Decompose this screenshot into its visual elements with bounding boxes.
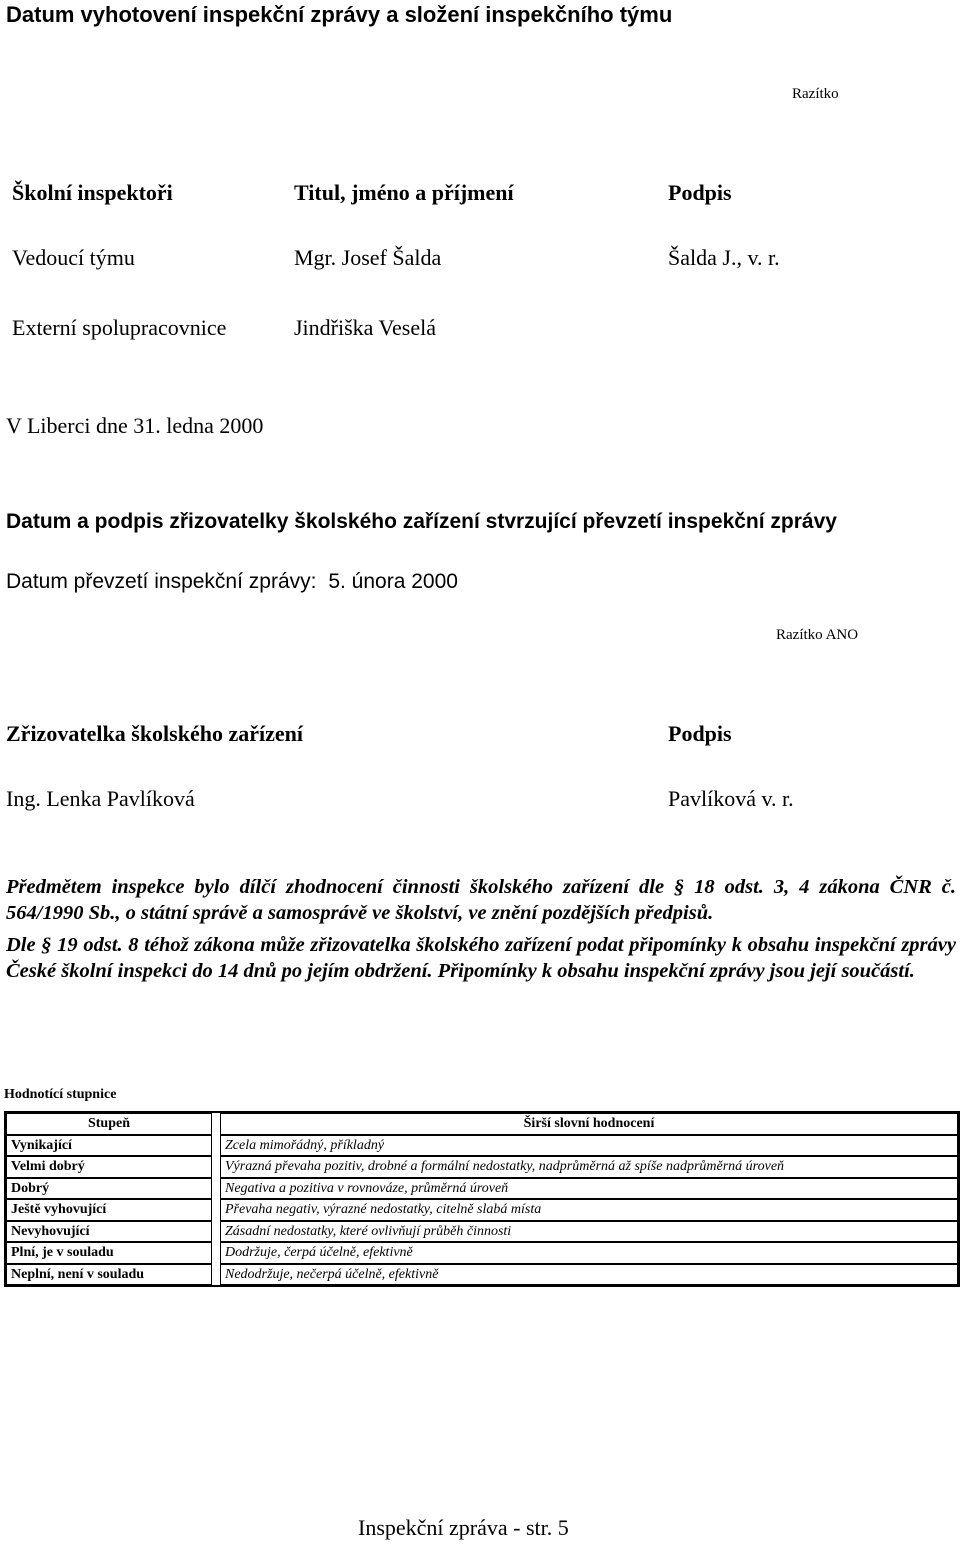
scale-col-grade: Stupeň (6, 1113, 212, 1135)
rating-scale-table (4, 1111, 960, 1287)
team-col-sign: Podpis (668, 180, 732, 205)
desc-cell: Výrazná převaha pozitiv, drobné a formální nedostatky, nadprůměrná až spíše nadprůměrná úroveň (220, 1156, 958, 1178)
team-row-name: Jindřiška Veselá (294, 315, 436, 340)
grade-cell: Ještě vyhovující (6, 1199, 212, 1221)
table-row (6, 1135, 958, 1157)
table-header-row (6, 1113, 958, 1135)
desc-cell: Převaha negativ, výrazné nedostatky, citelně slabá místa (220, 1199, 958, 1221)
founder-col-name: Zřizovatelka školského zařízení (6, 721, 303, 746)
desc-cell: Dodržuje, čerpá účelně, efektivně (220, 1242, 958, 1264)
grade-cell: Dobrý (6, 1178, 212, 1200)
scale-title: Hodnotící stupnice (4, 1087, 117, 1102)
notice-paragraph-1: Předmětem inspekce bylo dílčí zhodnocení činnosti školského zařízení dle § 18 odst. 3, 4 zákona ČNR č. 564/1990 Sb., o státní správě a samosprávě ve školství, ve znění pozdějších předpisů. (6, 876, 956, 924)
received-label (6, 570, 458, 594)
team-row-role: Externí spolupracovnice (12, 315, 227, 340)
grade-cell: Nevyhovující (6, 1221, 212, 1243)
table-row (6, 1242, 958, 1264)
grade-cell: Neplní, není v souladu (6, 1264, 212, 1286)
stamp-yes-label: Razítko ANO (776, 627, 859, 643)
section-title-founder: Datum a podpis zřizovatelky školského zařízení stvrzující převzetí inspekční zprávy (6, 510, 837, 533)
scale-col-desc: Širší slovní hodnocení (220, 1113, 958, 1135)
page-footer: Inspekční zpráva - str. 5 (358, 1515, 569, 1540)
received-label-text: Datum převzetí inspekční zprávy: (6, 570, 317, 593)
desc-cell: Zásadní nedostatky, které ovlivňují průběh činnosti (220, 1221, 958, 1243)
notice-block (6, 874, 956, 984)
team-row-name: Mgr. Josef Šalda (294, 245, 442, 270)
team-row-role: Vedoucí týmu (12, 245, 135, 270)
desc-cell: Negativa a pozitiva v rovnováze, průměrná úroveň (220, 1178, 958, 1200)
founder-name: Ing. Lenka Pavlíková (6, 786, 195, 811)
desc-cell: Nedodržuje, nečerpá účelně, efektivně (220, 1264, 958, 1286)
grade-cell: Plní, je v souladu (6, 1242, 212, 1264)
stamp-label: Razítko (792, 86, 839, 102)
team-col-name: Titul, jméno a příjmení (294, 180, 514, 205)
table-row (6, 1156, 958, 1178)
table-row (6, 1178, 958, 1200)
founder-col-sign: Podpis (668, 721, 732, 746)
place-date: V Liberci dne 31. ledna 2000 (6, 413, 264, 438)
table-row (6, 1199, 958, 1221)
grade-cell: Vynikající (6, 1135, 212, 1157)
team-col-role: Školní inspektoři (12, 180, 173, 205)
table-row (6, 1221, 958, 1243)
column-gap (212, 1113, 220, 1135)
team-row-sign: Šalda J., v. r. (668, 245, 780, 270)
founder-sign: Pavlíková v. r. (668, 786, 794, 811)
table-row (6, 1264, 958, 1286)
desc-cell: Zcela mimořádný, příkladný (220, 1135, 958, 1157)
received-date: 5. února 2000 (328, 570, 458, 593)
grade-cell: Velmi dobrý (6, 1156, 212, 1178)
section-title-team: Datum vyhotovení inspekční zprávy a složení inspekčního týmu (6, 2, 673, 27)
notice-paragraph-2: Dle § 19 odst. 8 téhož zákona může zřizovatelka školského zařízení podat připomínky k obsahu inspekční zprávy České školní inspekci do 14 dnů po jejím obdržení. Připomínky k obsahu inspekční zprávy jsou její součástí. (6, 934, 956, 982)
